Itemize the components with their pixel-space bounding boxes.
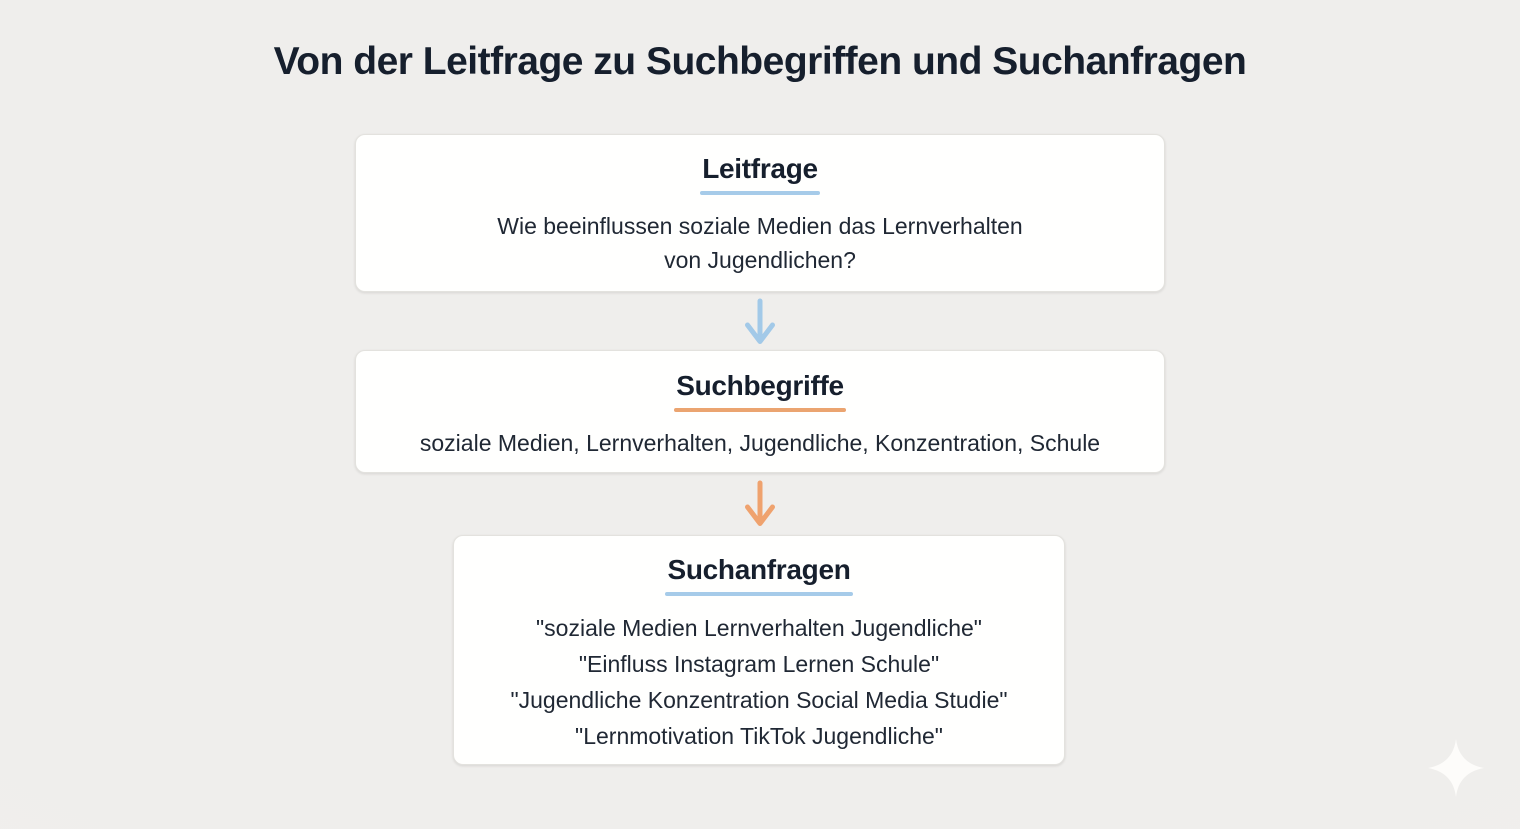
suchanfragen-heading: Suchanfragen: [667, 554, 850, 596]
page-title: Von der Leitfrage zu Suchbegriffen und Suchanfragen: [273, 40, 1247, 83]
leitfrage-text-line: von Jugendlichen?: [664, 247, 856, 273]
suchanfragen-query-line: "Jugendliche Konzentration Social Media Studie": [510, 687, 1008, 713]
suchanfragen-body: [454, 610, 1064, 754]
leitfrage-heading: Leitfrage: [702, 153, 818, 195]
leitfrage-text-line: Wie beeinflussen soziale Medien das Lernverhalten: [497, 213, 1023, 239]
suchbegriffe-heading: Suchbegriffe: [676, 370, 844, 412]
suchbegriffe-body: [356, 426, 1164, 460]
suchanfragen-query-line: "Lernmotivation TikTok Jugendliche": [575, 723, 943, 749]
suchanfragen-box: [453, 535, 1065, 765]
arrow-down-blue-icon: [744, 298, 776, 346]
leitfrage-body: [356, 209, 1164, 277]
suchbegriffe-box: [355, 350, 1165, 473]
suchbegriffe-text-line: soziale Medien, Lernverhalten, Jugendliche, Konzentration, Schule: [419, 430, 1101, 456]
suchanfragen-query-line: "soziale Medien Lernverhalten Jugendliche": [536, 615, 982, 641]
leitfrage-box: [355, 134, 1165, 292]
sparkle-icon: [1427, 738, 1485, 798]
arrow-down-orange-icon: [744, 480, 776, 528]
suchanfragen-query-line: "Einfluss Instagram Lernen Schule": [578, 651, 940, 677]
